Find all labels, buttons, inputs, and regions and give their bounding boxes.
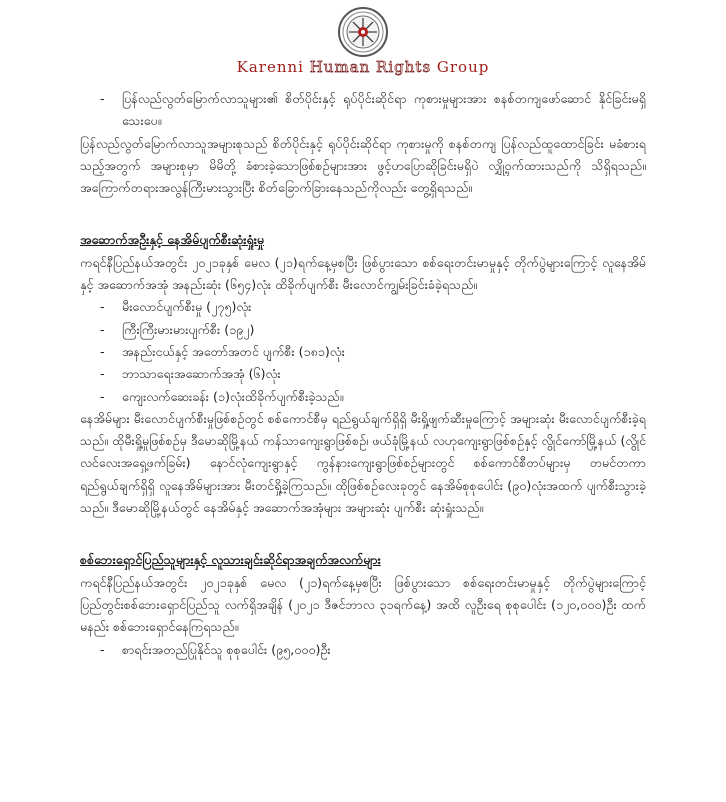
list-item: - ကျေးလက်ဆေးခန်း (၁)လုံးထိခိုက်ပျက်စီးခဲ့သည်။ [80,386,646,408]
body-paragraph: နေအိမ်များ မီးလောင်ပျက်စီးမှုဖြစ်စဉ်တွင် စစ်ကောင်စီမှ ရည်ရွယ်ချက်ရှိရှိ မီးရှို့ဖျက်ဆီးမှုကြောင့် အများဆုံး မီးလောင်ပျက်စီးခဲ့ရသည်။ ထိုမီးရှို့မှုဖြစ်စဉ်မှ ဒီမောဆိုမြို့နယ် ကန်သာကျေးရွာဖြစ်စဉ်၊ ဖယ်ခုံမြို့နယ် လဟုကျေးရွာဖြစ်စဉ်နှင့် လွိုင်ကော်မြို့နယ် (လွိုင်လင်လေးအရှေ့ဖက်ခြမ်း) နောင်လုံကျေးရွာနှင့် ကွန်နားကျေးရွာဖြစ်စဉ်များတွင် စစ်ကောင်စီတပ်များမှ တမင်တကာ ရည်ရွယ်ချက်ရှိရှိ လူနေအိမ်များအား မီးတင်ရှို့ခဲ့ကြသည်။ ထိုဖြစ်စဉ်လေးခုတွင် နေအိမ်စုစုပေါင်း (၉၀)လုံးအထက် ပျက်စီးသွားခဲ့သည်။ ဒီမောဆိုမြို့နယ်တွင် နေအိမ်နှင့် အဆောက်အအုံများ အများဆုံး ပျက်စီး ဆုံးရှုံးသည်။ [80,410,647,516]
document-body [80,88,646,661]
body-paragraph: ပြန်လည်လွတ်မြောက်လာသူအများစုသည် စိတ်ပိုင်းနှင့် ရုပ်ပိုင်းဆိုင်ရာ ကုစားမှုကို စနစ်တကျ ပြန်လည်ထူထောင်ခြင်း မခံစားရသည့်အတွက် အများစုမှာ မိမိတို့ ခံစားခဲ့သောဖြစ်စဉ်များအား ဖွင့်ဟပြောဆိုခြင်းမရှိပဲ လျှို့ဝှက်ထားသည်ကို သိရှိရသည်။ အကြောက်တရားအလွန်ကြီးမားသွားပြီး စိတ်ခြောက်ခြားနေသည်ကိုလည်း တွေ့ရှိရသည်။ [80,135,646,196]
khrg-emblem-icon [337,6,389,58]
list-item: - ပြန်လည်လွတ်မြောက်လာသူများ၏ စိတ်ပိုင်းနှင့် ရုပ်ပိုင်းဆိုင်ရာ ကုစားမှုများအား စနစ်တကျဖော်ဆောင် နိုင်ခြင်းမရှိသေးပေ။ [80,88,646,133]
list-item: - ကြီးကြီးမားမားပျက်စီး (၁၉၂) [80,319,646,341]
section-heading-idp-humanitarian: စစ်ဘေးရှောင်ပြည်သူများနှင့် လူသားချင်းဆိုင်ရာအချက်အလက်များ [80,552,381,568]
letterhead [0,0,726,86]
list-item: - စာရင်းအတည်ပြုနိုင်သူ စုစုပေါင်း (၉၅,၀၀၀)ဦး [80,639,646,661]
list-item: - မီးလောင်ပျက်စီးမှု (၂၇၅)လုံး [80,296,646,318]
body-paragraph: ကရင်နီပြည်နယ်အတွင်း ၂၀၂၁ခုနှစ် မေလ (၂၁)ရက်နေ့မှစပြီး ဖြစ်ပွားသော စစ်ရေးတင်းမာမှုနှင့် တိုက်ပွဲများကြောင့် ပြည်တွင်းစစ်ဘေးရှောင်ပြည်သူ လက်ရှိအချိန် (၂၀၂၁ ဒီဇင်ဘာလ ၃၁ရက်နေ့) အထိ လူဦးရေ စုစုပေါင်း (၁၂၀,၀၀၀)ဦး ထက်မနည်း စစ်ဘေးရှောင်နေကြရသည်။ [80,574,646,635]
list-item: - အနည်းငယ်နှင့် အတော်အတင် ပျက်စီး (၁၈၁)လုံး [80,341,646,363]
org-name: Karenni Human Rights Group [236,58,490,76]
section-heading-building-damage: အဆောက်အဦးနှင့် နေအိမ်ပျက်စီးဆုံးရှုံးမှု [80,232,265,248]
body-paragraph: ကရင်နီပြည်နယ်အတွင်း ၂၀၂၁ခုနှစ် မေလ (၂၁)ရက်နေ့မှစပြီး ဖြစ်ပွားသော စစ်ရေးတင်းမာမှုနှင့် တိုက်ပွဲများကြောင့် လူနေအိမ်နှင့် အဆောက်အအုံ အနည်းဆုံး (၆၅၄)လုံး ထိခိုက်ပျက်စီး မီးလောင်ကျွမ်းခြင်းခံခဲ့ရသည်။ [80,254,646,293]
list-item: - ဘာသာရေးအဆောက်အအုံ (၆)လုံး [80,363,646,385]
